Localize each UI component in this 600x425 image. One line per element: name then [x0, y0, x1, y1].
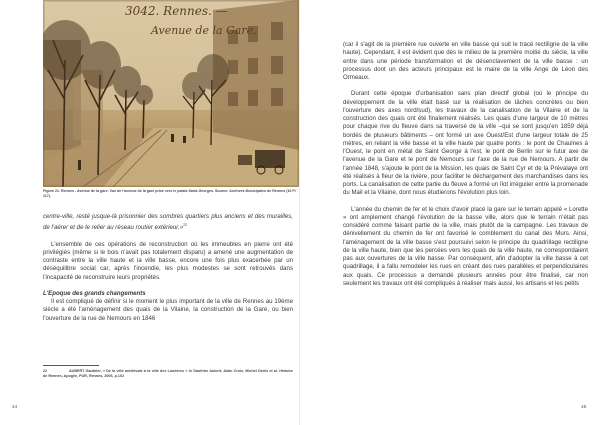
- page-number-left: 44: [12, 405, 18, 410]
- photo-handwritten-subtitle: Avenue de la Gare.: [151, 24, 257, 37]
- footnote: [43, 369, 293, 379]
- right-page: [300, 0, 600, 425]
- footnote-text: AUBERT Gauthier, « De la ville médiévale à la ville des Lumières » in Gauthier Aubert, Alain Croix, Michel Denis et al. Histoire de Rennes, Apogée, PUR, Rennes, 2006, p.102: [43, 369, 293, 379]
- footnote-rule: [43, 365, 99, 366]
- paragraph-epoque: Il est compliqué de définir si le moment le plus important de la ville de Rennes au 19ème siècle a été l'aménagement des quais de la Vilaine, la construction de la Gare, ou bien l'ouverture de la rue de Nemours en 1846: [43, 298, 293, 322]
- figure-caption: Figure 21. Rennes - Avenue de la gare. Vue de l'avenue de la gare prise vers le palais Saint-Georges. Source: Archives Municipales de Rennes (10 Fi 117).: [43, 189, 296, 198]
- paragraph-chemin-de-fer: L'année du chemin de fer et le choix d'avoir placé la gare sur le terrain appelé « Lorette » ont amplement changé l'évolution de la basse ville, alors que le terrain n'était pas considéré comme faisant partie de la ville, mais plutôt de la campagne. Les travaux de dénivellement du chemin de fer ont favorisé le comblement du canal des Murs. Ainsi, l'aménagement de la ville basse s'est poursuivi selon le principe du quadrillage rectiligne de la ville haute, bien que les percées vers les quais de la ville haute, ne correspondaient pas aux ouvertures de la ville basse. Par conséquent, afin d'adopter la ville basse à cet quadrillage, il a fallu remodeler les rues en créant des rues parallèles et perpendiculaires aux quais. Ce processus a demandé plusieurs années pour être finalisé, car non seulement les travaux ont été compliqués à réaliser mais aussi, les artisans et les petits: [343, 205, 588, 287]
- left-body-text: [43, 213, 293, 323]
- right-body-text: [343, 41, 588, 288]
- paragraph-reconstruction: L'ensemble de ces opérations de reconstruction où les immeubles en pierre ont été privilégiés (même si le bois n'avait pas totalement disparu) a amené une augmentation de contraste entre la ville haute et la ville basse, encore une fois plus exacerbée par un déséquilibre social car, après l'incendie, les plus modestes se sont retrouvés dans l'incapacité de reconstruire leurs propriétés.: [43, 240, 293, 281]
- footnote-ref: 22: [183, 223, 188, 228]
- paragraph-urbanisation: Durant cette époque d'urbanisation sans plan directif global (où le principe du développement de la ville était basé sur la réalisation de tâches concrètes ou bien l'ouverture des axes nord/sud), les travaux de la canalisation de la Vilaine et de la construction des quais ont été finalement réalisés. Les quais d'une largeur de 10 mètres pour chaque rive du fleuve dans sa traversé de la ville –qui se sont jusqu'en 1859 déjà bordés de plusieurs bâtiments – ont formé un axe Ouest/Est d'une largeur totale de 25 mètres, en reliant la ville basse et la ville haute par quatre ponts : le pont de Chaulnes à l'Ouest, le pont en métal de Saint George à l'est, le pont de Berlin sur le futur axe de l'avenue de la Gare et le pont de Nemours sur l'axe de la rue de Nemours. A partir de l'année 1848, s'ajoute le pont de la Mission, les quais de Saint Cyr et de la Prévalaye ont été réalisés à fleur de la rivière, pour faciliter le déchargement des marchandises dans les ports. La canalisation de cette partie du fleuve a formé un îlot irrégulier entre la promenade du Mail et la Vilaine, dont nous étudierons l'évolution plus loin.: [343, 90, 588, 197]
- quote-continuation: [43, 213, 293, 233]
- archival-photo-avenue-de-la-gare: [43, 0, 299, 187]
- section-heading: L'Epoque des grands changements: [43, 289, 146, 297]
- photo-handwritten-title: 3042. Rennes. —: [125, 4, 228, 18]
- paragraph-rue-nemours: (car il s'agit de la première rue ouverte en ville basse qui suit le tracé rectiligne de la ville haute). Cependant, il est évident que dès le milieu de la première moitié du siècle, la ville entre dans une période transformation et de désenclavement de la ville basse : un processus dont un des acteurs principaux est le maire de la ville Ange de Léon des Ormeaux.: [343, 41, 588, 81]
- footnote-number: 22: [43, 369, 48, 373]
- quote-continuation-text: centre-ville, resté jusque-là prisonnier des sombres quartiers plus anciens et des murailles, de l'aérer et de le relier au réseau routier extérieur.»: [43, 213, 293, 232]
- page-number-right: 45: [581, 405, 587, 410]
